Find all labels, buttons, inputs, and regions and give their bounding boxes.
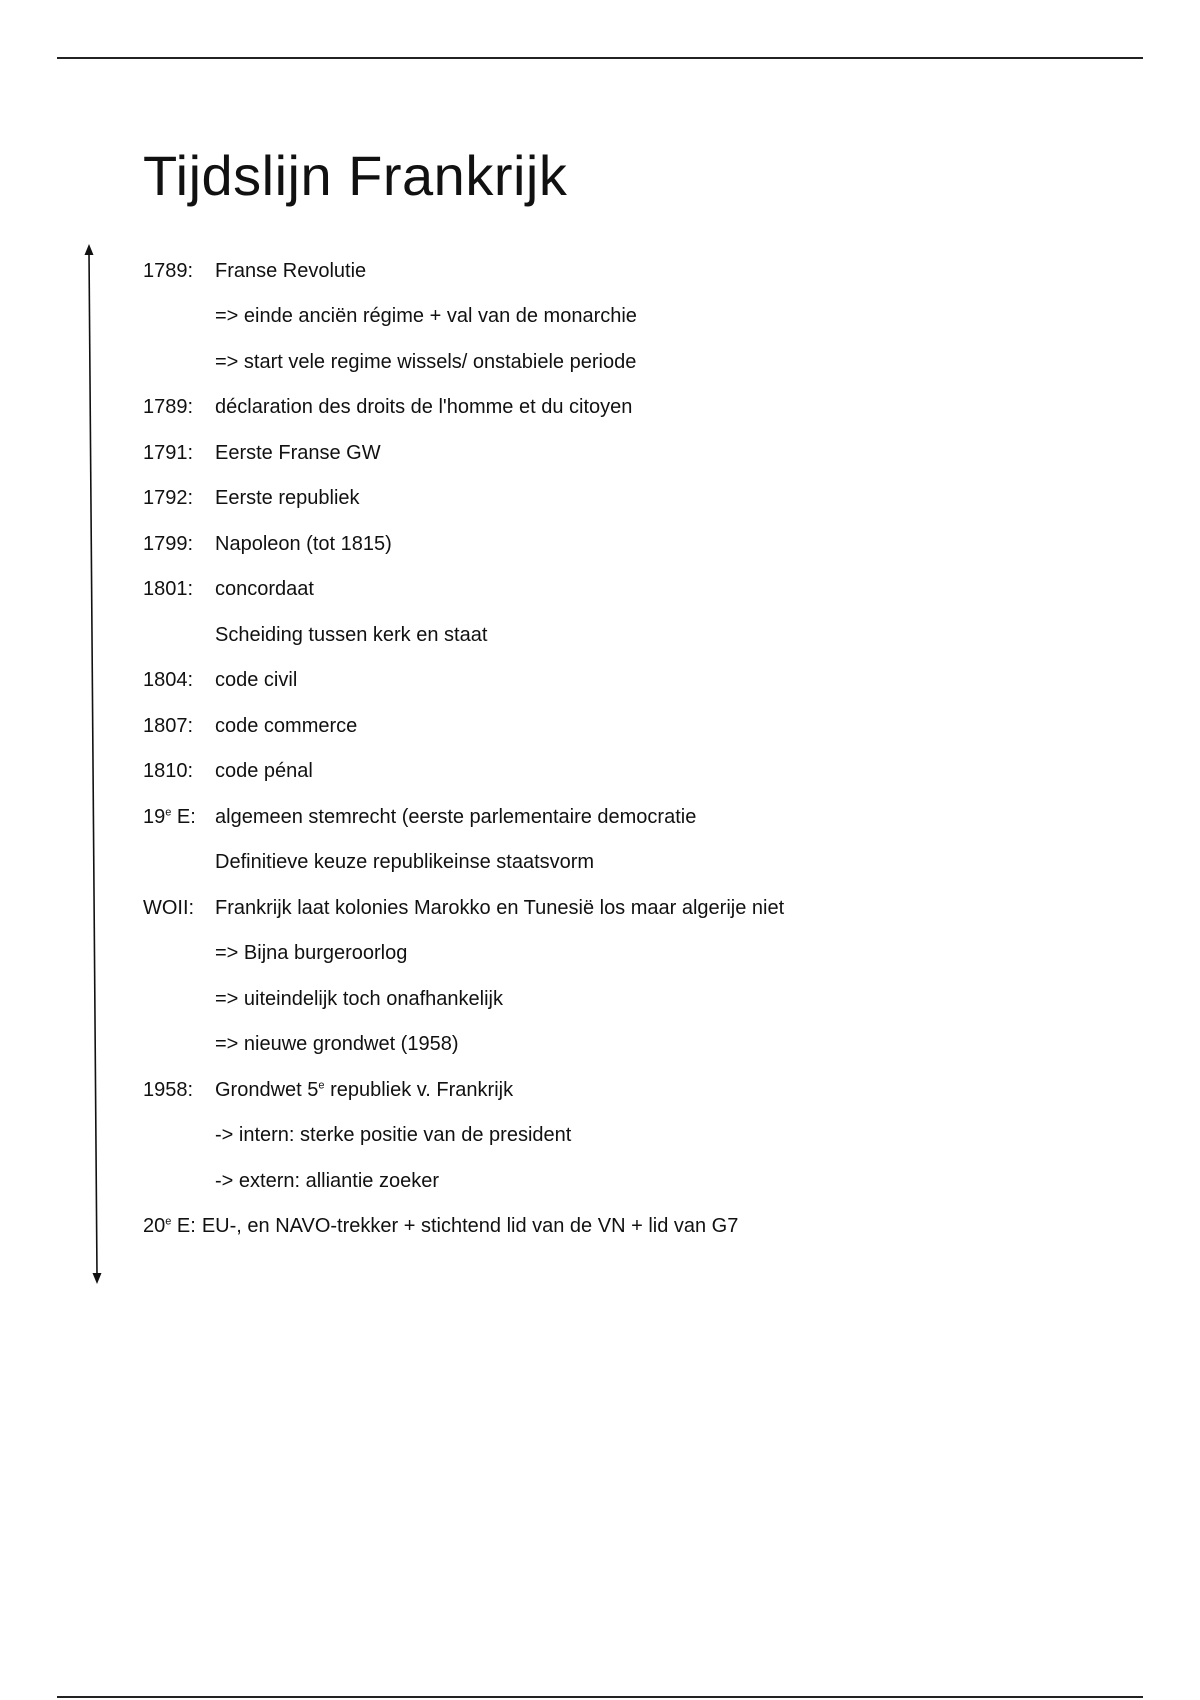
entry-text: code civil [215, 669, 298, 692]
timeline-entry [143, 885, 1143, 931]
entry-year: 1804: [143, 669, 194, 692]
timeline-entry [143, 1022, 1143, 1068]
entry-text: code commerce [215, 714, 358, 737]
timeline-arrow-icon [80, 244, 104, 1284]
year-suffix: E: [171, 1215, 196, 1238]
entry-text: Frankrijk laat kolonies Marokko en Tunesië los maar algerije niet [215, 896, 785, 919]
entry-text: Napoleon (tot 1815) [215, 532, 392, 555]
text-superscript: e [318, 1079, 325, 1092]
entry-text: => nieuwe grondwet (1958) [215, 1033, 459, 1056]
entry-text: Franse Revolutie [215, 259, 367, 282]
text-part: Grondwet 5 [215, 1078, 319, 1101]
entry-year: WOII: [143, 896, 195, 919]
arrow-down-icon [93, 1273, 102, 1284]
year-superscript: e [165, 806, 172, 819]
timeline-entry [143, 385, 1143, 431]
timeline-entry [143, 612, 1143, 658]
entry-text: code pénal [215, 760, 313, 783]
entry-year: 1791: [143, 441, 194, 464]
entry-year: 1958: [143, 1078, 194, 1101]
timeline-entry [143, 248, 1143, 294]
entry-year: 1801: [143, 578, 194, 601]
timeline-entry [143, 976, 1143, 1022]
entry-text: -> extern: alliantie zoeker [215, 1169, 440, 1192]
year-suffix: E: [171, 805, 196, 828]
year-number: 19 [143, 805, 166, 828]
timeline-entry [143, 1158, 1143, 1204]
entry-text: => einde anciën régime + val van de monarchie [215, 305, 637, 328]
entry-year: 1807: [143, 714, 194, 737]
timeline-entry [143, 1067, 1143, 1113]
entry-year: 1792: [143, 487, 194, 510]
timeline-entry [143, 294, 1143, 340]
entry-text: Eerste Franse GW [215, 441, 381, 464]
entry-text: déclaration des droits de l'homme et du citoyen [215, 396, 633, 419]
entry-text: => start vele regime wissels/ onstabiele periode [215, 350, 637, 373]
timeline-entry [143, 567, 1143, 613]
entry-year: 1799: [143, 532, 194, 555]
entry-text: -> intern: sterke positie van de president [215, 1124, 572, 1147]
timeline-entry [143, 931, 1143, 977]
entry-year: 1789: [143, 396, 194, 419]
entry-text: algemeen stemrecht (eerste parlementaire democratie [215, 805, 697, 828]
entry-year [143, 1214, 196, 1238]
timeline-entry [143, 703, 1143, 749]
timeline-entry [143, 794, 1143, 840]
year-superscript: e [165, 1215, 172, 1228]
timeline-entry [143, 521, 1143, 567]
timeline-entry [143, 339, 1143, 385]
arrow-up-icon [85, 244, 94, 255]
entry-year: 1789: [143, 259, 194, 282]
timeline-entry [143, 1113, 1143, 1159]
timeline-entry [143, 749, 1143, 795]
text-part: republiek v. Frankrijk [324, 1078, 514, 1101]
entry-text: => uiteindelijk toch onafhankelijk [215, 987, 503, 1010]
timeline-entry [143, 430, 1143, 476]
page-title: Tijdslijn Frankrijk [143, 144, 568, 207]
bottom-rule [57, 1696, 1143, 1698]
timeline-entry [143, 476, 1143, 522]
year-number: 20 [143, 1215, 166, 1238]
timeline-entry [143, 840, 1143, 886]
timeline-axis [80, 244, 104, 1284]
entry-text: => Bijna burgeroorlog [215, 942, 408, 965]
timeline-entry [143, 1204, 1143, 1250]
entry-text: Definitieve keuze republikeinse staatsvorm [215, 851, 595, 874]
entry-text [215, 1078, 513, 1102]
entry-text: EU-, en NAVO-trekker + stichtend lid van de VN + lid van G7 [201, 1215, 739, 1238]
timeline-list [143, 248, 1143, 1249]
timeline-entry [143, 658, 1143, 704]
entry-text: concordaat [215, 578, 314, 601]
top-rule [57, 57, 1143, 59]
entry-year: 1810: [143, 760, 194, 783]
entry-text: Scheiding tussen kerk en staat [215, 623, 488, 646]
entry-text: Eerste republiek [215, 487, 360, 510]
entry-year [143, 805, 215, 829]
